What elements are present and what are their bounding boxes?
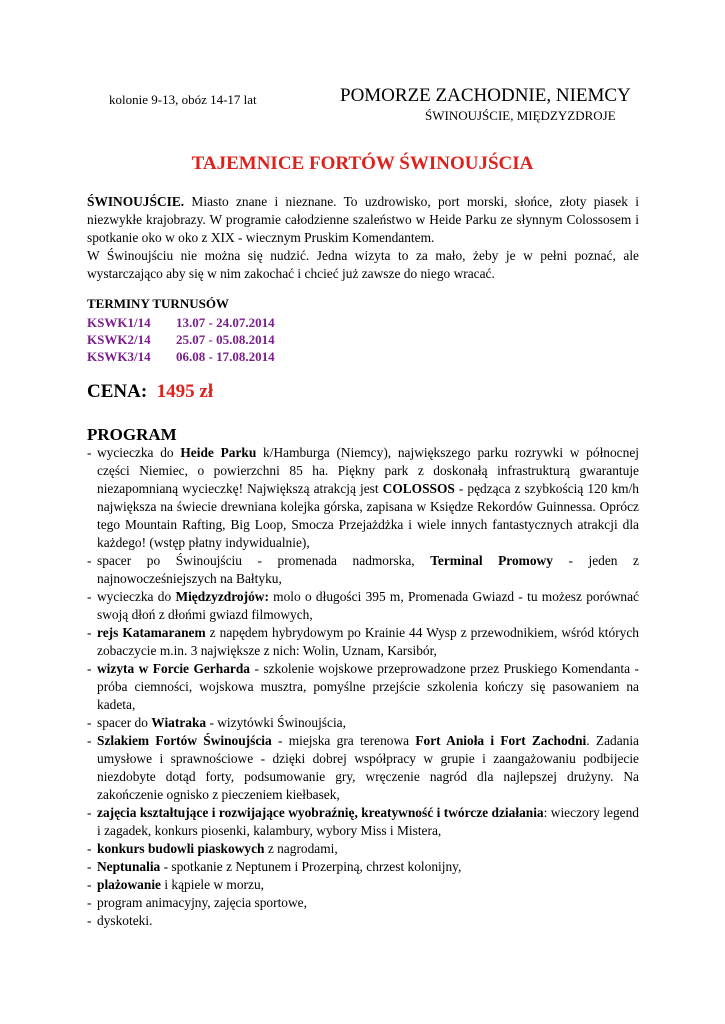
item-text: - pędząca z szybkością 120 km/h największa na świecie drewniana kolejka górska, zapisana w Księdze Rekordów Guinnessa. Oprócz tego Mountain Rafting, Big Loop, Smocza Przejażdżka i wiele innych fantastycznych atrakcji dla każdego! (wstęp płatny indywidualnie),: [97, 481, 639, 550]
program-item: [87, 624, 639, 660]
program-item-text: [97, 624, 639, 660]
highlight-text: konkurs budowli piaskowych: [97, 841, 265, 856]
item-text: - jeden z najnowocześniejszych na Bałtyku,: [97, 553, 639, 586]
item-text: . Zadania umysłowe i sprawnościowe - dzięki dobrej współpracy w grupie i zaangażowaniu podbijecie niezdobyte dotąd forty, podsumowanie gry, wręczenie nagród dla najlepszej drużyny. Na zakończenie ognisko z pieczeniem kiełbasek,: [97, 733, 640, 802]
program-item: [87, 840, 639, 858]
item-text: spacer do: [97, 715, 152, 730]
item-text: z nagrodami,: [264, 841, 338, 856]
term-row: [87, 331, 275, 348]
item-text: : wieczory legend i zagadek, konkurs piosenki, kalambury, wybory Miss i Mistera,: [97, 805, 639, 838]
term-code: KSWK3/14: [87, 349, 151, 364]
price-line: [87, 381, 213, 403]
program-item: [87, 552, 639, 588]
intro-lead: ŚWINOUJŚCIE.: [87, 194, 185, 209]
term-dates: 06.08 - 17.08.2014: [176, 349, 275, 364]
item-text: spacer po Świnoujściu - promenada nadmorska,: [97, 553, 431, 568]
program-item-text: [97, 804, 639, 840]
highlight-text: Heide Parku: [180, 445, 257, 460]
item-text: molo o długości 395 m, Promenada Gwiazd - tu możesz porównać swoją dłoń z dłońmi gwiazd filmowych,: [97, 589, 639, 622]
program-item: [87, 894, 639, 912]
intro-section: [87, 193, 639, 283]
item-text: z napędem hybrydowym po Krainie 44 Wysp z przewodnikiem, wśród których zobaczycie m.in. 3 największe z nich: Wolin, Uznam, Karsibór,: [97, 625, 640, 658]
towns-subtitle: ŚWINOUJŚCIE, MIĘDZYZDROJE: [425, 108, 616, 123]
term-dates: 25.07 - 05.08.2014: [176, 332, 275, 347]
highlight-text: Szlakiem Fortów Świnoujścia: [97, 733, 272, 748]
bullet-dash: -: [87, 589, 92, 604]
highlight-text: wizyta w Forcie Gerharda: [97, 661, 250, 676]
program-item: [87, 912, 639, 930]
bullet-dash: -: [87, 913, 92, 928]
program-item: [87, 732, 639, 804]
bullet-dash: -: [87, 895, 92, 910]
program-item: [87, 714, 639, 732]
term-dates: 13.07 - 24.07.2014: [176, 315, 275, 330]
intro-text-1: Miasto znane i nieznane. To uzdrowisko, port morski, słońce, złoty piasek i niezwykłe krajobrazy. W programie całodzienne szaleństwo w Heide Parku ze słynnym Colossosem i spotkanie oko w oko z XIX - wiecznym Pruskim Komendantem.: [87, 194, 639, 245]
program-list: [87, 444, 639, 930]
program-item-text: [97, 894, 639, 912]
program-item: [87, 804, 639, 840]
highlight-text: rejs Katamaranem: [97, 625, 206, 640]
price-label: CENA:: [87, 381, 148, 402]
term-code: KSWK2/14: [87, 332, 151, 347]
program-item-text: [97, 840, 639, 858]
highlight-text: Fort Anioła i Fort Zachodni: [415, 733, 587, 748]
item-text: - miejska gra terenowa: [271, 733, 416, 748]
program-item: [87, 660, 639, 714]
bullet-dash: -: [87, 877, 92, 892]
bullet-dash: -: [87, 661, 92, 676]
program-item-text: [97, 912, 639, 930]
terms-list: [87, 314, 275, 365]
program-item-text: [97, 588, 639, 624]
program-item-text: [97, 876, 639, 894]
highlight-text: COLOSSOS: [382, 481, 455, 496]
item-text: - szkolenie wojskowe przeprowadzone przez Pruskiego Komendanta - próba ciemności, wojskowa musztra, pomyślne przejście szkolenia kończy się pasowaniem na kadeta,: [97, 661, 639, 712]
program-heading: PROGRAM: [87, 425, 177, 444]
price-value: 1495 zł: [156, 381, 214, 402]
program-item-text: [97, 552, 639, 588]
bullet-dash: -: [87, 733, 92, 748]
item-text: program animacyjny, zajęcia sportowe,: [97, 895, 307, 910]
highlight-text: zajęcia kształtujące i rozwijające wyobraźnię, kreatywność i twórcze działania: [97, 805, 544, 820]
intro-paragraph-1: [87, 193, 639, 247]
item-text: - wizytówki Świnoujścia,: [206, 715, 346, 730]
bullet-dash: -: [87, 841, 92, 856]
highlight-text: Neptunalia: [97, 859, 161, 874]
program-item: [87, 858, 639, 876]
term-code: KSWK1/14: [87, 315, 151, 330]
item-text: wycieczka do: [97, 589, 176, 604]
program-item: [87, 444, 639, 552]
highlight-text: plażowanie: [97, 877, 161, 892]
page-title: TAJEMNICE FORTÓW ŚWINOUJŚCIA: [191, 153, 534, 174]
term-row: [87, 348, 275, 365]
bullet-dash: -: [87, 625, 92, 640]
highlight-text: Międzyzdrojów:: [175, 589, 269, 604]
highlight-text: Wiatraka: [151, 715, 207, 730]
bullet-dash: -: [87, 553, 92, 568]
terms-heading: TERMINY TURNUSÓW: [87, 296, 229, 311]
intro-paragraph-2: W Świnoujściu nie można się nudzić. Jedna wizyta to za mało, żeby je w pełni poznać, ale wystarczająco aby się w nim zakochać i chcieć już zawsze do niego wracać.: [87, 248, 639, 281]
highlight-text: Terminal Promowy: [430, 553, 553, 568]
program-item-text: [97, 714, 639, 732]
bullet-dash: -: [87, 715, 92, 730]
bullet-dash: -: [87, 805, 92, 820]
region-title: POMORZE ZACHODNIE, NIEMCY: [340, 85, 631, 106]
bullet-dash: -: [87, 859, 92, 874]
program-item-text: [97, 444, 639, 552]
item-text: wycieczka do: [97, 445, 181, 460]
program-item-text: [97, 732, 639, 804]
term-row: [87, 314, 275, 331]
program-item: [87, 588, 639, 624]
bullet-dash: -: [87, 445, 92, 460]
program-item-text: [97, 660, 639, 714]
program-item-text: [97, 858, 639, 876]
item-text: - spotkanie z Neptunem i Prozerpiną, chrzest kolonijny,: [160, 859, 462, 874]
program-item: [87, 876, 639, 894]
item-text: k/Hamburga (Niemcy), największego parku rozrywki w północnej części Niemiec, o powierzchni 85 ha. Piękny park z doskonałą infrastrukturą gwarantuje niezapomnianą wycieczkę! Największą atrakcją jest: [97, 445, 639, 496]
age-groups: kolonie 9-13, obóz 14-17 lat: [109, 92, 257, 107]
item-text: dyskoteki.: [97, 913, 153, 928]
item-text: i kąpiele w morzu,: [160, 877, 264, 892]
